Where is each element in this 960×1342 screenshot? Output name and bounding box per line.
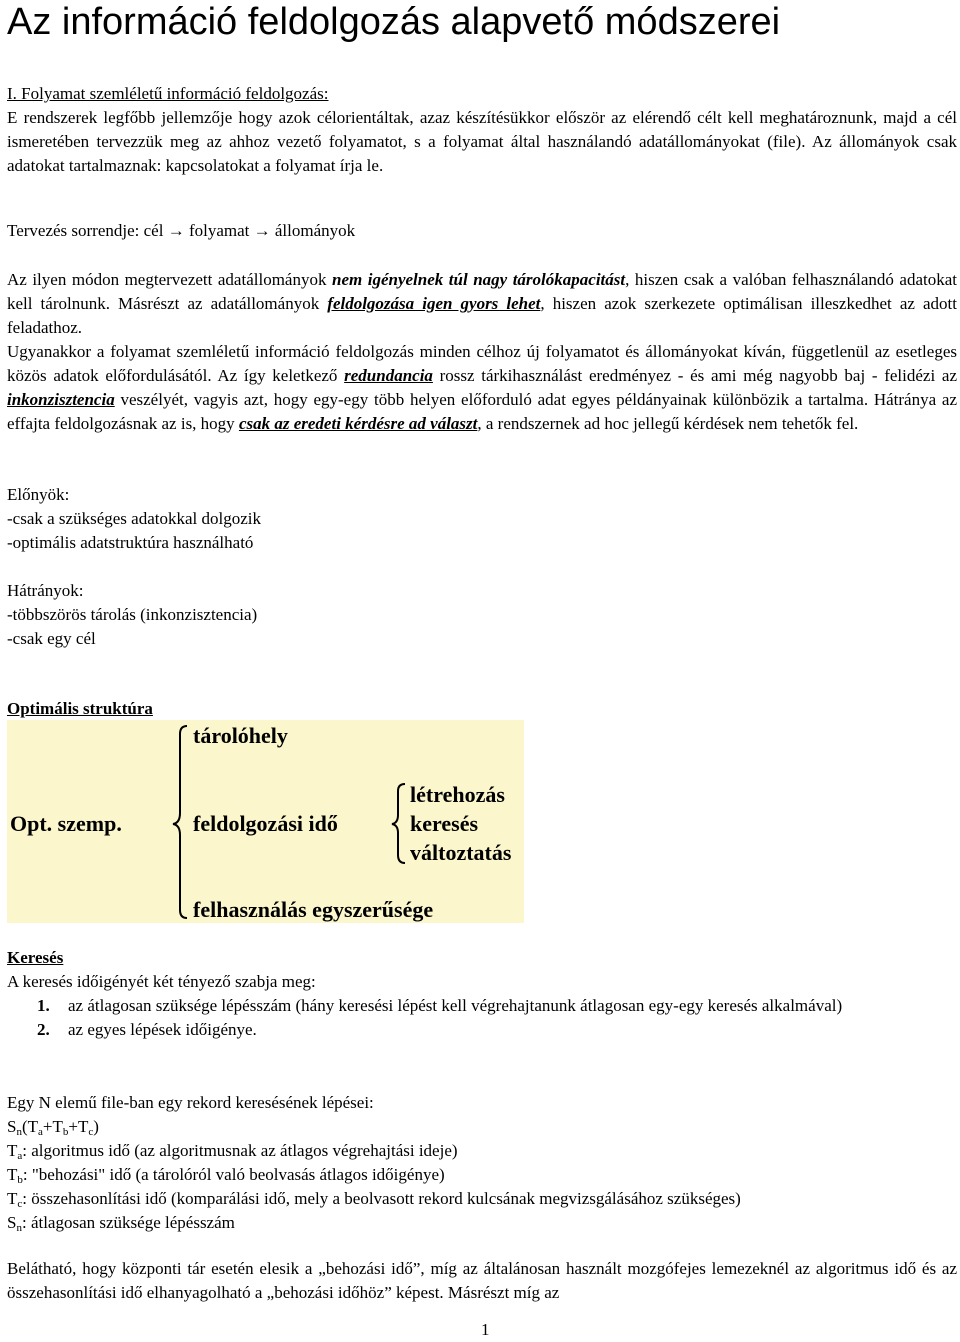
- optimal-structure-diagram: [7, 720, 524, 923]
- pros-heading: Előnyök:: [7, 485, 70, 504]
- search-factors-list: [7, 994, 957, 1042]
- design-sequence-text: Tervezés sorrendje: cél → folyamat → állományok: [7, 221, 356, 240]
- list-item: 2. az egyes lépések időigénye.: [37, 1020, 257, 1039]
- section-process-oriented: [7, 82, 957, 178]
- search-section: [7, 946, 957, 1042]
- sub-branch-modify: változtatás: [410, 840, 512, 865]
- page-title: Az információ feldolgozás alapvető módszerei: [7, 1, 781, 43]
- definition-tb: $T_b$: "behozási" idő (a tárolóról való beolvasás átlagos időigénye): [7, 1165, 445, 1186]
- search-intro: A keresés időigényét két tényező szabja meg:: [7, 972, 316, 991]
- design-sequence: [7, 219, 957, 243]
- emphasis-speed: feldolgozása igen gyors lehet: [327, 294, 541, 313]
- sub-branch-search: keresés: [410, 811, 479, 836]
- pros-list: [7, 483, 957, 555]
- formula: $S_n(T_a+T_b+T_c)$: [7, 1117, 99, 1138]
- branch-storage: tárolóhely: [193, 723, 288, 748]
- paragraph-advantages-text: Az ilyen módon megtervezett adatállományok nem igényelnek túl nagy tárolókapacitást, hiszen csak a valóban felhasználandó adatokat kell tárolnunk. Másrészt az adatállományok feldolgozása igen gyors lehet, hiszen azok szerkezete optimálisan illeszkedhet az adott feladathoz. Ugyanakkor a folyamat szemléletű információ feldolgozás minden célhoz új folyamatot és állományokat kíván, függetlenül az esetleges közös adatok előfordulásától. Az így keletkező redundancia rossz tárkihasználást eredményez - és ami még nagyobb baj - felidézi az inkonzisztencia veszélyét, vagyis azt, hogy egy-egy több helyen előforduló adat egyes példányainak különbözik a tartalma. Hátránya az effajta feldolgozásnak az is, hogy csak az eredeti kérdésre ad választ, a rendszernek ad hoc jellegű kérdések nem tehetők fel.: [7, 268, 957, 436]
- search-heading: Keresés: [7, 948, 64, 967]
- section-heading: I. Folyamat szemléletű információ feldolgozás:: [7, 84, 329, 103]
- paragraph-redundancy: Ugyanakkor a folyamat szemléletű információ feldolgozás minden célhoz új folyamatot és állományokat kíván, függetlenül az esetleges közös adatok előfordulásától. Az így keletkező redundancia rossz tárkihasználást eredményez - és ami még nagyobb baj - felidézi az inkonzisztencia veszélyét, vagyis azt, hogy egy-egy több helyen előforduló adat egyes példányainak különbözik a tartalma. Hátránya az effajta feldolgozásnak az is, hogy csak az eredeti kérdésre ad választ, a rendszernek ad hoc jellegű kérdések nem tehetők fel.: [7, 342, 957, 433]
- pros-item: -csak a szükséges adatokkal dolgozik: [7, 509, 261, 528]
- steps-intro: Egy N elemű file-ban egy rekord keresésének lépései:: [7, 1093, 374, 1112]
- diagram-root: Opt. szemp.: [10, 811, 122, 836]
- definition-tc: $T_c$: összehasonlítási idő (komparálási idő, mely a beolvasott rekord kulcsának megvizsgálásához szükséges): [7, 1189, 741, 1210]
- page-number: 1: [481, 1320, 490, 1339]
- optimal-structure-heading-block: [7, 697, 957, 721]
- search-steps: [7, 1091, 957, 1235]
- emphasis-inconsistency: inkonzisztencia: [7, 390, 115, 409]
- cons-heading: Hátrányok:: [7, 581, 84, 600]
- paragraph-intro: E rendszerek legfőbb jellemzője hogy azok célorientáltak, azaz készítésükkor először az elérendő célt kell meghatároznunk, majd a cél ismeretében tervezzük meg az ahhoz vezető folyamatot, s a folyamat által használandó adatállományokat (file). Az állományok csak adatokat tartalmaznak: kapcsolatokat a folyamat írja le.: [7, 108, 957, 175]
- definition-ta: $T_a$: algoritmus idő (az algoritmusnak az átlagos végrehajtási ideje): [7, 1141, 458, 1162]
- branch-ease-of-use: felhasználás egyszerűsége: [193, 897, 434, 922]
- emphasis-storage: nem igényelnek túl nagy tárolókapacitást: [331, 270, 626, 289]
- cons-item: -csak egy cél: [7, 629, 96, 648]
- cons-item: -többszörös tárolás (inkonzisztencia): [7, 605, 258, 624]
- emphasis-redundancy: redundancia: [344, 366, 433, 385]
- cons-list: [7, 579, 957, 651]
- emphasis-original-question: csak az eredeti kérdésre ad választ: [238, 414, 478, 433]
- closing-paragraph-block: [7, 1257, 957, 1305]
- optimal-structure-heading: Optimális struktúra: [7, 699, 153, 718]
- pros-item: -optimális adatstruktúra használható: [7, 533, 254, 552]
- sub-branch-create: létrehozás: [410, 782, 505, 807]
- closing-paragraph: Belátható, hogy központi tár esetén elesik a „behozási idő”, míg az általánosan használt mozgófejes lemezeknél az algoritmus idő és az összehasonlítási idő elhanyagolható a „behozási időhöz” képest. Másrészt míg az: [7, 1259, 957, 1302]
- definition-sn: $S_n$: átlagosan szüksége lépésszám: [7, 1213, 235, 1234]
- branch-processing-time: feldolgozási idő: [193, 811, 338, 836]
- list-item: 1. az átlagosan szüksége lépésszám (hány keresési lépést kell végrehajtanunk átlagosan egy-egy keresés alkalmával): [37, 996, 843, 1015]
